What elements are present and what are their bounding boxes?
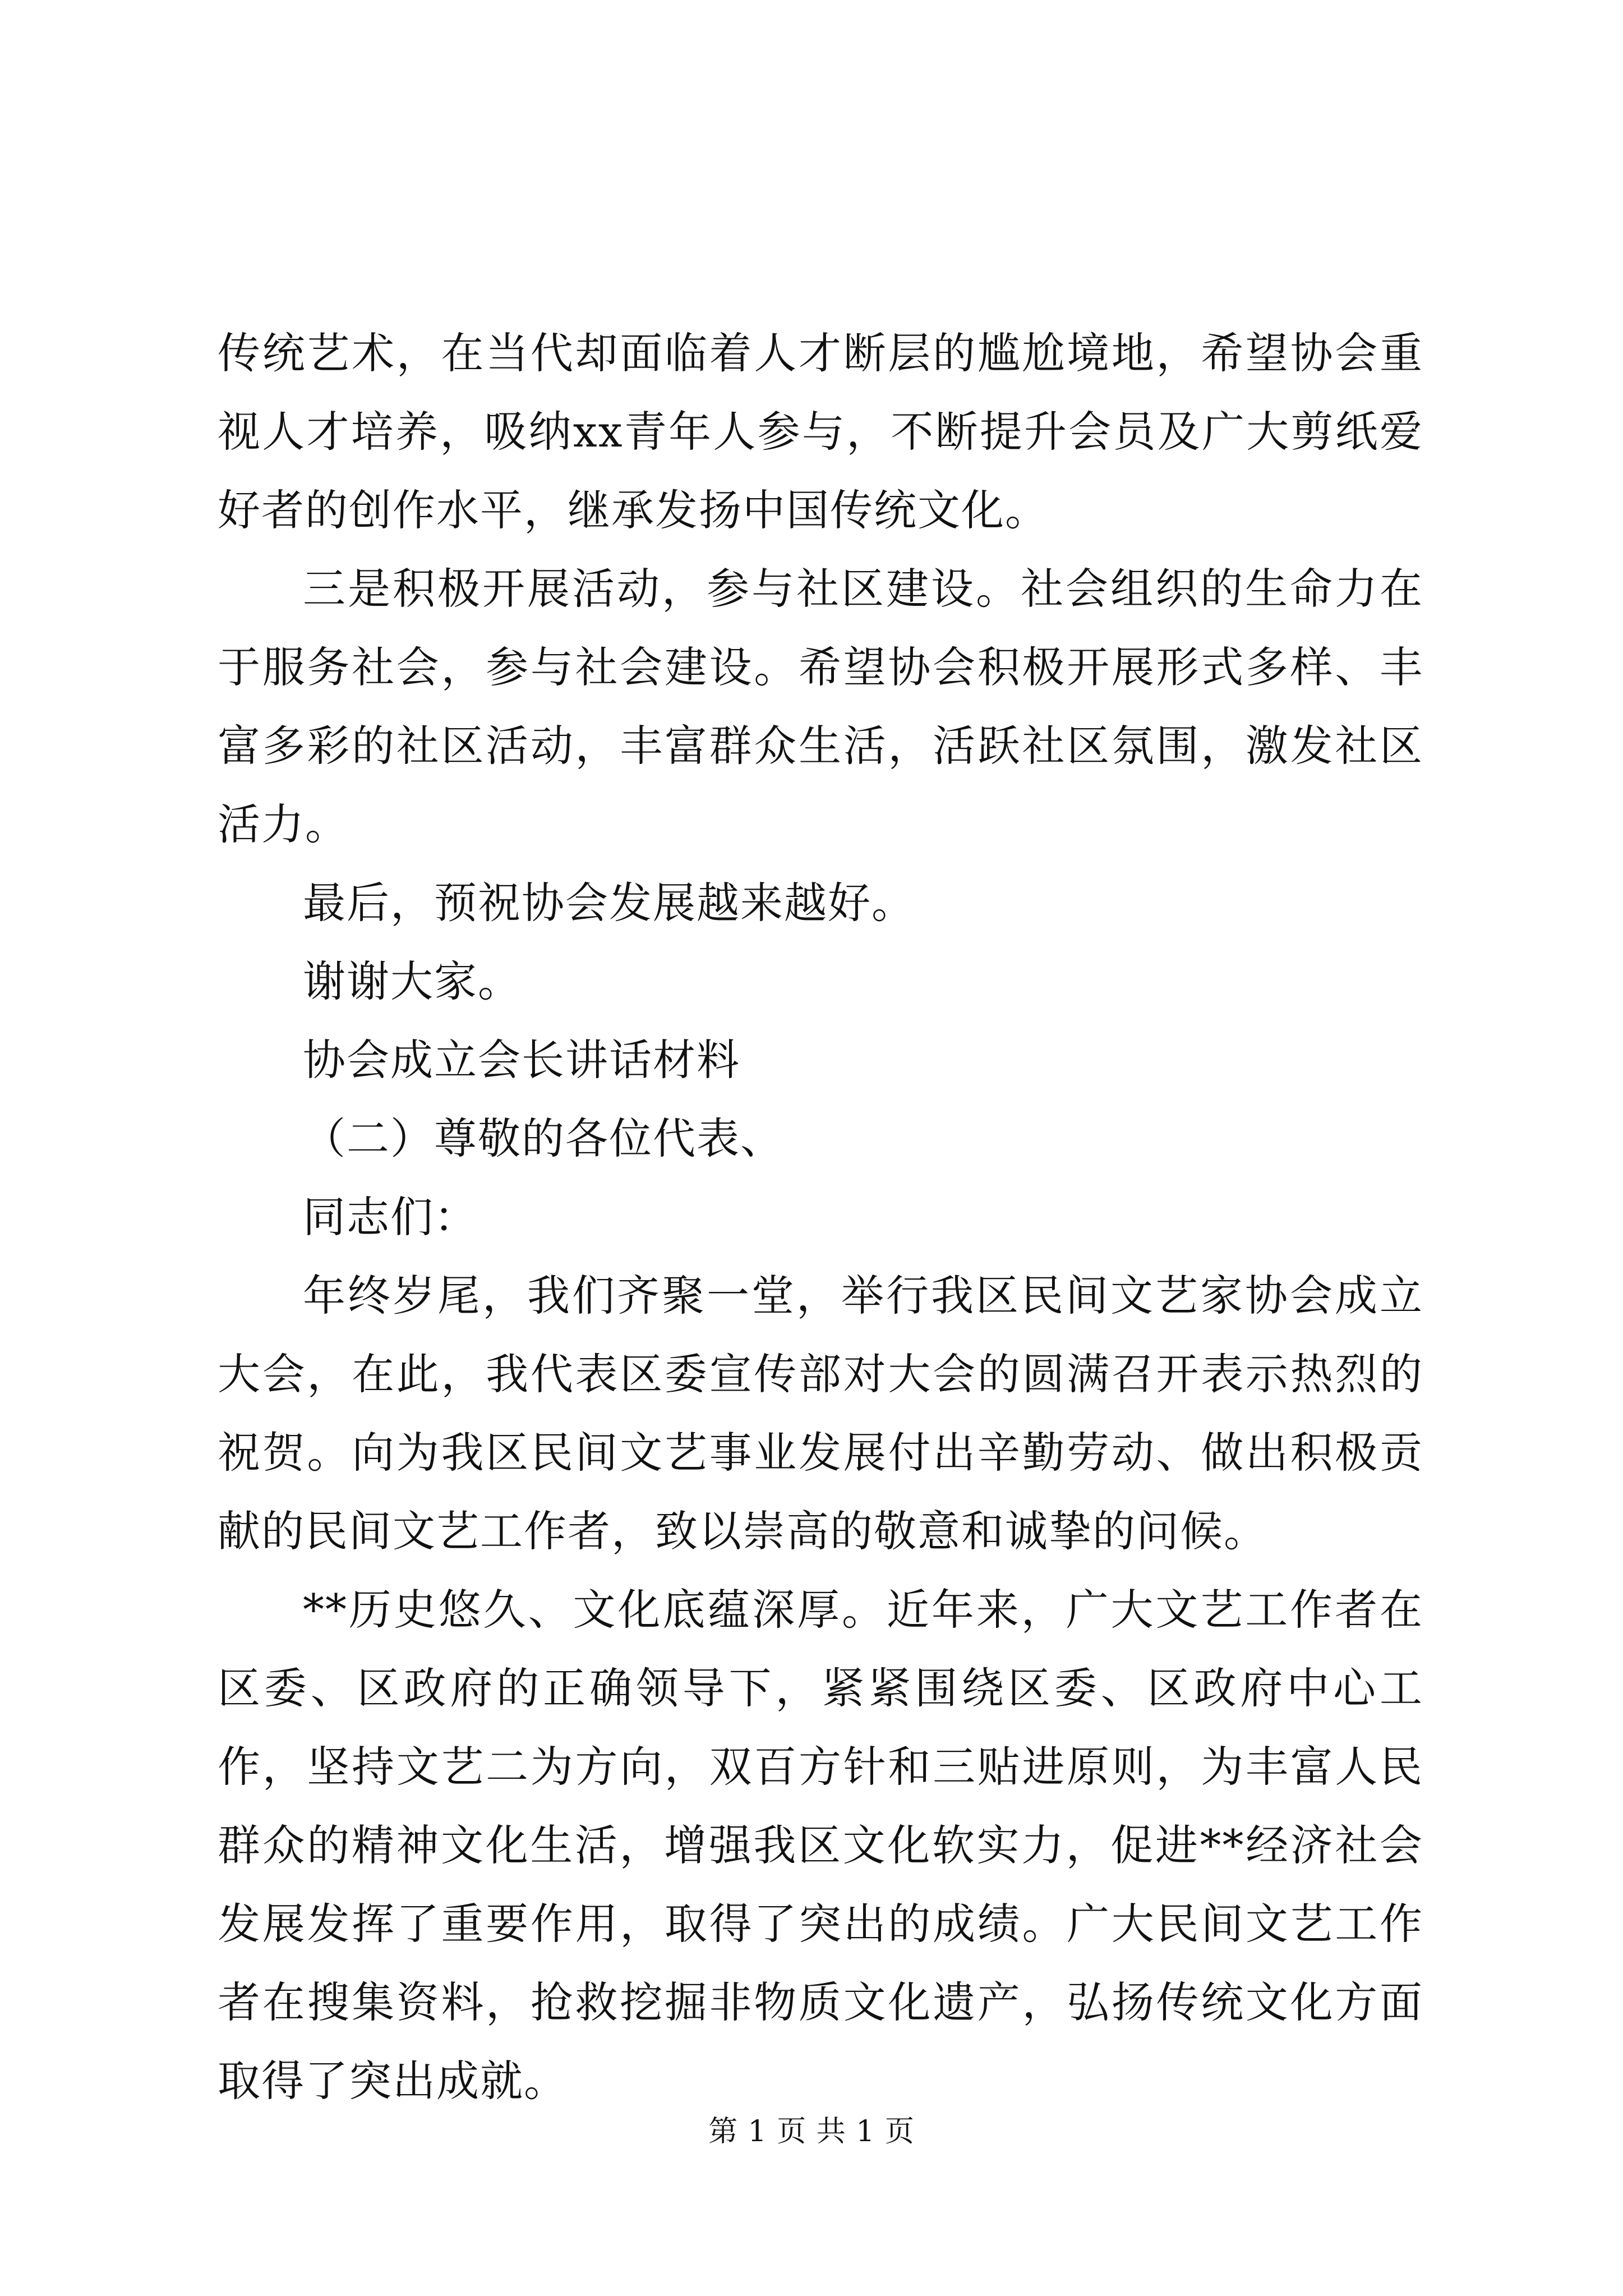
salutation-2: 同志们： xyxy=(303,1192,478,1242)
page-footer: 第 1 页 共 1 页 xyxy=(708,2115,915,2148)
paragraph-1: 传统艺术，在当代却面临着人才断层的尴尬境地，希望协会重视人才培养，吸纳xx青年人参与，不断提升会员及广大剪纸爱好者的创作水平，继承发扬中国传统文化。 xyxy=(218,328,1423,535)
paragraph-8: 年终岁尾，我们齐聚一堂，举行我区民间文艺家协会成立大会，在此，我代表区委宣传部对大会的圆满召开表示热烈的祝贺。向为我区民间文艺事业发展付出辛勤劳动、做出积极贡献的民间文艺工作者，致以崇高的敬意和诚挚的问候。 xyxy=(218,1271,1423,1556)
section-title: 协会成立会长讲话材料 xyxy=(303,1035,740,1085)
salutation-1: （二）尊敬的各位代表、 xyxy=(303,1114,784,1163)
paragraph-9: **历史悠久、文化底蕴深厚。近年来，广大文艺工作者在区委、区政府的正确领导下，紧紧围绕区委、区政府中心工作，坚持文艺二为方向，双百方针和三贴进原则，为丰富人民群众的精神文化生活，增强我区文化软实力，促进**经济社会发展发挥了重要作用，取得了突出的成绩。广大民间文艺工作者在搜集资料，抢救挖掘非物质文化遗产，弘扬传统文化方面取得了突出成就。 xyxy=(218,1585,1423,2106)
paragraph-2: 三是积极开展活动，参与社区建设。社会组织的生命力在于服务社会，参与社会建设。希望协会积极开展形式多样、丰富多彩的社区活动，丰富群众生活，活跃社区氛围，激发社区活力。 xyxy=(218,564,1423,849)
document-body xyxy=(218,314,1423,2120)
paragraph-4: 谢谢大家。 xyxy=(303,956,522,1006)
paragraph-3: 最后，预祝协会发展越来越好。 xyxy=(303,878,915,928)
